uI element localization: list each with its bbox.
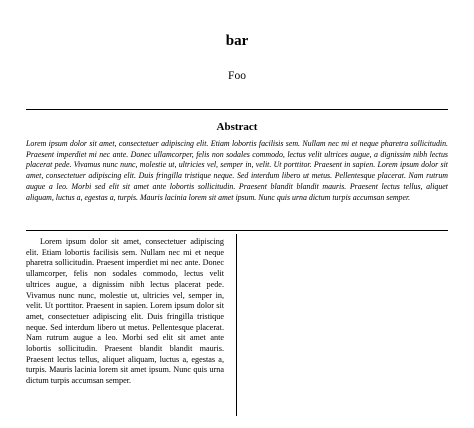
column-separator-rule bbox=[236, 234, 237, 416]
abstract-text: Lorem ipsum dolor sit amet, consectetuer adipiscing elit. Etiam lobortis facilisis sem. Nullam nec mi et neque pharetra sollicitudin. Praesent imperdiet mi nec ante. Donec ullamcorper, felis non sodales commodo, lectus velit ultrices augue, a dignissim nibh lectus placerat pede. Vivamus nunc nunc, molestie ut, ultricies vel, semper in, velit. Ut porttitor. Praesent in sapien. Lorem ipsum dolor sit amet, consectetuer adipiscing elit. Duis fringilla tristique neque. Sed interdum libero ut metus. Pellentesque placerat. Nam rutrum augue a leo. Morbi sed elit sit amet ante lobortis sollicitudin. Praesent blandit blandit mauris. Praesent lectus tellus, aliquet aliquam, luctus a, egestas a, turpis. Mauris lacinia lorem sit amet ipsum. Nunc quis urna dictum turpis accumsan semper. bbox=[26, 139, 448, 202]
body-paragraph: Lorem ipsum dolor sit amet, consectetuer adipiscing elit. Etiam lobortis facilisis sem. Nullam nec mi et neque pharetra sollicitudin. Praesent imperdiet mi nec ante. Donec ullamcorper, felis non sodales commodo, lectus velit ultrices augue, a dignissim nibh lectus placerat pede. Vivamus nunc nunc, molestie ut, ultricies vel, semper in, velit. Ut porttitor. Praesent in sapien. Lorem ipsum dolor sit amet, consectetuer adipiscing elit. Duis fringilla tristique neque. Sed interdum libero ut metus. Pellentesque placerat. Nam rutrum augue a leo. Morbi sed elit sit amet ante lobortis sollicitudin. Praesent blandit blandit mauris. Praesent lectus tellus, aliquet aliquam, luctus a, egestas a, turpis. Mauris lacinia lorem sit amet ipsum. Nunc quis urna dictum turpis accumsan semper. bbox=[26, 237, 224, 386]
abstract-top-rule bbox=[26, 109, 448, 110]
abstract-heading: Abstract bbox=[216, 121, 258, 133]
paper-author: Foo bbox=[228, 70, 246, 82]
abstract-bottom-rule bbox=[26, 230, 448, 231]
paper-title: bar bbox=[225, 33, 249, 49]
